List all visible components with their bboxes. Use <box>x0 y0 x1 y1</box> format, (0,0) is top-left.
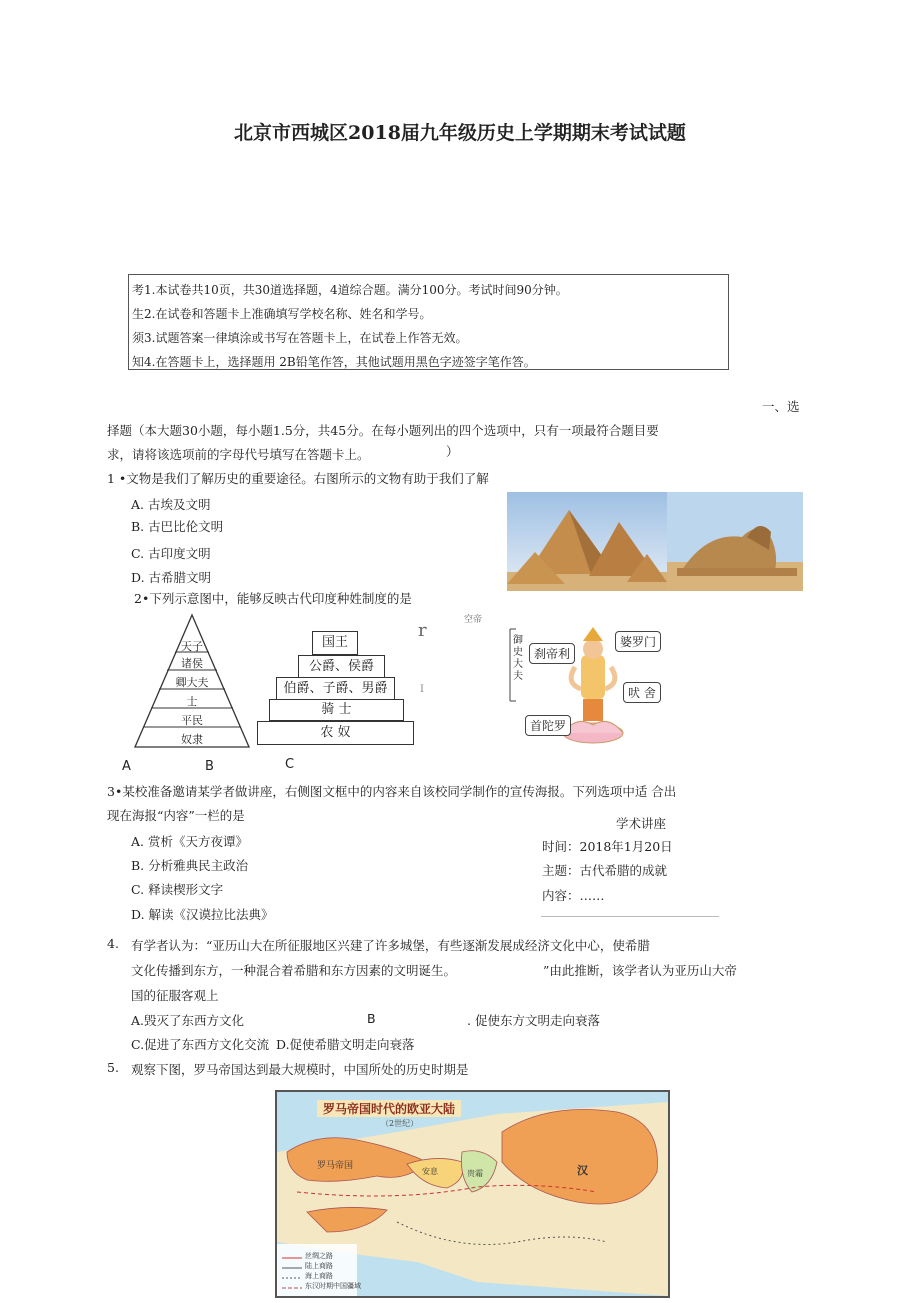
map-label-rome: 罗马帝国 <box>317 1161 354 1171</box>
section-instructions-2: 求，请将该选项前的字母代号填写在答题卡上。 <box>107 447 370 462</box>
legend-han-border: 东汉时期中国疆域 <box>305 1282 361 1290</box>
pyramid-level-2: 诸侯 <box>181 657 203 670</box>
exam-notice-box <box>128 274 729 370</box>
poster-topic: 主题：古代希腊的成就 <box>542 863 668 878</box>
q1-option-b: B. 古巴比伦文明 <box>131 519 224 534</box>
step-level-5: 农 奴 <box>257 721 414 745</box>
eurasia-map <box>275 1090 670 1298</box>
legend-silk-road: 丝绸之路 <box>305 1252 333 1260</box>
q3-option-b: B. 分析雅典民主政治 <box>131 858 249 873</box>
pyramid-level-5: 平民 <box>181 714 203 727</box>
q4-number: 4. <box>107 936 119 951</box>
caste-diagram-d <box>507 625 667 747</box>
map-subtitle: （2世纪） <box>381 1119 419 1128</box>
caste-kshatriya: 刹帝利 <box>529 643 575 664</box>
q3-option-d: D. 解读《汉谟拉比法典》 <box>131 907 274 922</box>
pyramid-level-3: 卿大夫 <box>175 676 209 689</box>
poster-time: 时间：2018年1月20日 <box>542 839 673 854</box>
section-heading: 一、选 <box>762 399 800 414</box>
q4-option-b-letter: B <box>367 1011 376 1026</box>
q1-stem: 1 •文物是我们了解历史的重要途径。右图所示的文物有助于我们了解 <box>107 471 489 486</box>
q4-option-b-text: . 促使东方文明走向衰落 <box>467 1013 600 1028</box>
pyramid-diagram-a <box>131 612 253 750</box>
diagram-label-c: C <box>285 757 295 772</box>
diagram-label-b: B <box>205 759 214 774</box>
q4-option-a: A.毁灭了东西方文化 <box>131 1013 245 1028</box>
notice-line-1: 考1.本试卷共10页，共30道选择题，4道综合题。满分100分。考试时间90分钟。 <box>132 283 568 297</box>
step-level-2: 公爵、侯爵 <box>298 655 385 679</box>
q4-stem-2a: 文化传播到东方，一种混合着希腊和东方因素的文明诞生。 <box>131 963 457 978</box>
q3-option-a: A. 赏析《天方夜谭》 <box>131 834 248 849</box>
stray-r-mark: r <box>418 620 427 641</box>
notice-line-3: 须3.试题答案一律填涂或书写在答题卡上，在试卷上作答无效。 <box>132 331 468 345</box>
pyramids-photo <box>507 492 803 591</box>
poster-content: 内容：…… <box>542 888 605 903</box>
q2-stem: 2•下列示意图中，能够反映古代印度种姓制度的是 <box>134 591 412 606</box>
pyramid-level-6: 奴隶 <box>181 733 203 746</box>
q3-stem-1: 3•某校准备邀请某学者做讲座，右侧图文框中的内容来自该校同学制作的宣传海报。下列选项中适 合出 <box>107 784 677 799</box>
page-title: 北京市西城区2018届九年级历史上学期期末考试试题 <box>234 122 686 144</box>
stray-bar: I <box>420 684 424 695</box>
step-level-4: 骑 士 <box>269 699 404 721</box>
q4-option-d: D.促使希腊文明走向衰落 <box>276 1037 415 1052</box>
map-label-kushan: 贵霜 <box>467 1169 483 1178</box>
stray-top-text: 空帝 <box>464 615 483 625</box>
poster-title: 学术讲座 <box>616 816 667 831</box>
q1-option-d: D. 古希腊文明 <box>131 570 212 585</box>
caste-brahmin: 婆罗门 <box>615 631 661 652</box>
diagram-label-a: A <box>122 759 131 774</box>
q4-stem-2b: ”由此推断，该学者认为亚历山大帝 <box>543 963 737 978</box>
map-title: 罗马帝国时代的欧亚大陆 <box>317 1100 461 1117</box>
section-paren: ） <box>446 444 459 459</box>
map-label-parthia: 安息 <box>422 1167 438 1176</box>
legend-land-route: 陆上商路 <box>305 1262 333 1270</box>
q1-option-a: A. 古埃及文明 <box>131 497 211 512</box>
poster-divider <box>541 916 719 917</box>
q4-stem-3: 国的征服客观上 <box>131 988 219 1003</box>
q1-option-c: C. 古印度文明 <box>131 546 211 561</box>
q3-option-c: C. 释读楔形文字 <box>131 882 224 897</box>
pyramid-level-1: 天子 <box>181 640 203 653</box>
pyramid-level-4: 士 <box>186 695 198 708</box>
vertical-label: 御史大夫 <box>513 635 523 682</box>
q5-number: 5. <box>107 1060 119 1075</box>
legend-sea-route: 海上商路 <box>305 1272 333 1280</box>
q5-stem: 观察下图，罗马帝国达到最大规模时，中国所处的历史时期是 <box>131 1062 469 1077</box>
map-label-han: 汉 <box>577 1164 588 1177</box>
q4-option-c: C.促进了东西方文化交流 <box>131 1037 270 1052</box>
notice-line-4: 知4.在答题卡上，选择题用 2B铅笔作答，其他试题用黑色字迹签字笔作答。 <box>132 355 536 369</box>
caste-vaishya: 吠 舍 <box>623 682 661 703</box>
caste-shudra: 首陀罗 <box>525 715 571 736</box>
step-level-3: 伯爵、子爵、男爵 <box>276 677 395 701</box>
q4-stem-1: 有学者认为：“亚历山大在所征服地区兴建了许多城堡，有些逐渐发展成经济文化中心，使希腊 <box>131 938 650 953</box>
notice-line-2: 生2.在试卷和答题卡上准确填写学校名称、姓名和学号。 <box>132 307 432 321</box>
step-level-1: 国王 <box>312 631 358 655</box>
section-instructions-1: 择题（本大题30小题，每小题1.5分，共45分。在每小题列出的四个选项中，只有一项最符合题目要 <box>107 423 659 438</box>
q3-stem-2: 现在海报“内容”一栏的是 <box>107 808 245 823</box>
